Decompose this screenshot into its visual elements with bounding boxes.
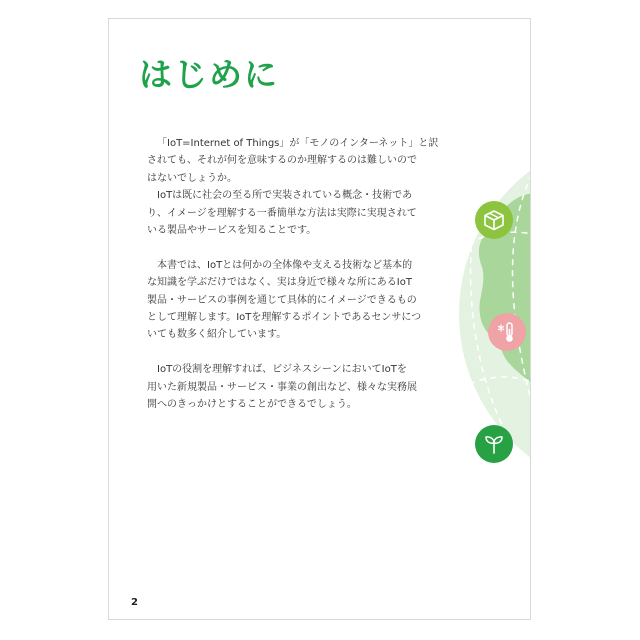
paragraph-1 [147, 135, 447, 187]
text-line: 「IoT=Internet of Things」が「モノのインターネット」と訳 [157, 138, 439, 149]
text-line: として理解します。IoTを理解するポイントであるセンサにつ [147, 312, 422, 324]
page-title: はじめに [139, 55, 279, 94]
text-line: IoTは既に社会の至る所で実装されている概念・技術であ [157, 190, 413, 202]
text-line: 用いた新規製品・サービス・事業の創出など、様々な実務展 [147, 381, 417, 393]
thermometer-icon [488, 313, 526, 351]
text-line: 開へのきっかけとすることができるでしょう。 [147, 399, 357, 411]
package-icon [475, 201, 513, 239]
text-line: り、イメージを理解する一番簡単な方法は実際に実現されて [147, 207, 417, 219]
globe-illustration [409, 114, 531, 514]
text-line: されても、それが何を意味するのか理解するのは難しいので [147, 155, 417, 167]
paragraph-3 [147, 257, 447, 344]
text-line: な知識を学ぶだけではなく、実は身近で様々な所にあるIoT [147, 277, 412, 289]
sprout-icon [475, 425, 513, 463]
page-number: 2 [131, 597, 138, 608]
text-line: 製品・サービスの事例を通じて具体的にイメージできるもの [147, 294, 417, 306]
paragraph-4 [147, 361, 447, 413]
text-line: 本書では、IoTとは何かの全体像や支える技術など基本的 [157, 259, 413, 271]
paragraph-2 [147, 187, 447, 239]
document-page [108, 18, 531, 620]
text-line: いても数多く紹介しています。 [147, 329, 287, 341]
text-line: IoTの役割を理解すれば、ビジネスシーンにおいてIoTを [157, 364, 407, 376]
text-line: はないでしょうか。 [147, 172, 237, 184]
introduction-body [147, 135, 447, 413]
text-line: いる製品やサービスを知ることです。 [147, 225, 317, 237]
